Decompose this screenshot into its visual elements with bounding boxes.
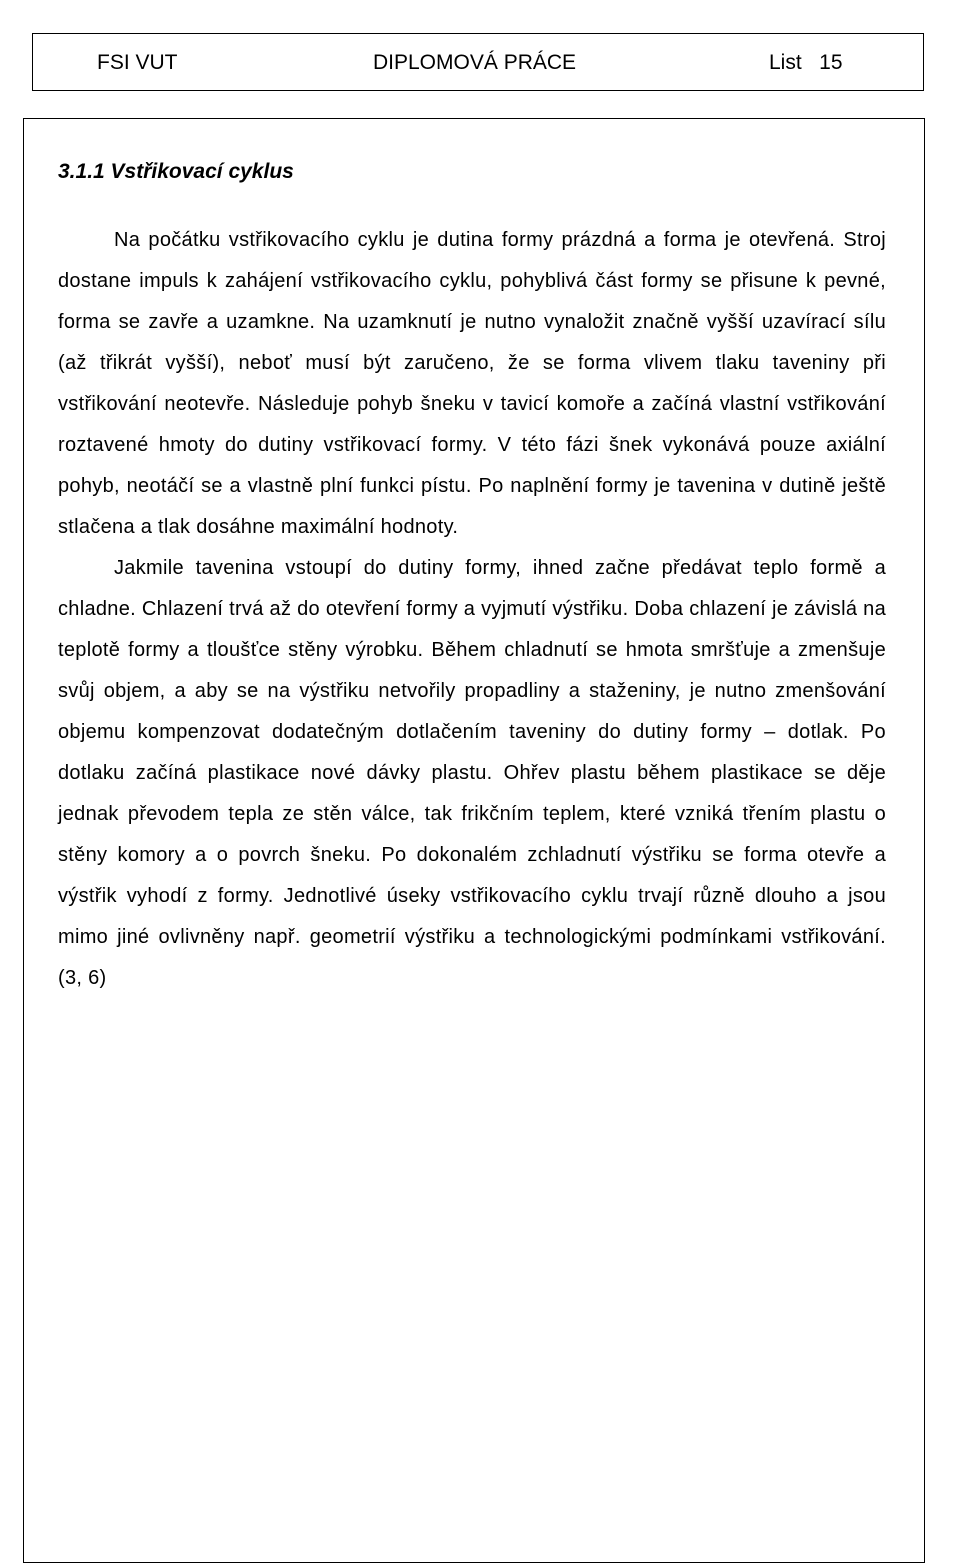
- page-header: [32, 33, 924, 91]
- header-page-number: List 15: [769, 51, 843, 74]
- header-faculty: FSI VUT: [97, 51, 178, 74]
- body-text: [58, 220, 886, 999]
- header-document-type: DIPLOMOVÁ PRÁCE: [373, 51, 577, 74]
- paragraph-1: Na počátku vstřikovacího cyklu je dutina formy prázdná a forma je otevřená. Stroj dostane impuls k zahájení vstřikovacího cyklu, pohyblivá část formy se přisune k pevné, forma se zavře a uzamkne. Na uzamknutí je nutno vynaložit značně vyšší uzavírací sílu (až třikrát vyšší), neboť musí být zaručeno, že se forma vlivem tlaku taveniny při vstřikování neotevře. Následuje pohyb šneku v tavicí komoře a začíná vlastní vstřikování roztavené hmoty do dutiny vstřikovací formy. V této fázi šnek vykonává pouze axiální pohyb, neotáčí se a vlastně plní funkci pístu. Po naplnění formy je tavenina v dutině ještě stlačena a tlak dosáhne maximální hodnoty.: [58, 229, 886, 538]
- paragraph-2: Jakmile tavenina vstoupí do dutiny formy, ihned začne předávat teplo formě a chladne. Chlazení trvá až do otevření formy a vyjmutí výstřiku. Doba chlazení je závislá na teplotě formy a tloušťce stěny výrobku. Během chladnutí se hmota smršťuje a zmenšuje svůj objem, a aby se na výstřiku netvořily propadliny a staženiny, je nutno zmenšování objemu kompenzovat dodatečným dotlačením taveniny do dutiny formy – dotlak. Po dotlaku začíná plastikace nové dávky plastu. Ohřev plastu během plastikace se děje jednak převodem tepla ze stěn válce, tak frikčním teplem, které vzniká třením plastu o stěny komory a o povrch šneku. Po dokonalém zchladnutí výstřiku se forma otevře a výstřik vyhodí z formy. Jednotlivé úseky vstřikovacího cyklu trvají různě dlouho a jsou mimo jiné ovlivněny např. geometrií výstřiku a technologickými podmínkami vstřikování. (3, 6): [58, 557, 886, 989]
- section-heading: 3.1.1 Vstřikovací cyklus: [58, 160, 294, 183]
